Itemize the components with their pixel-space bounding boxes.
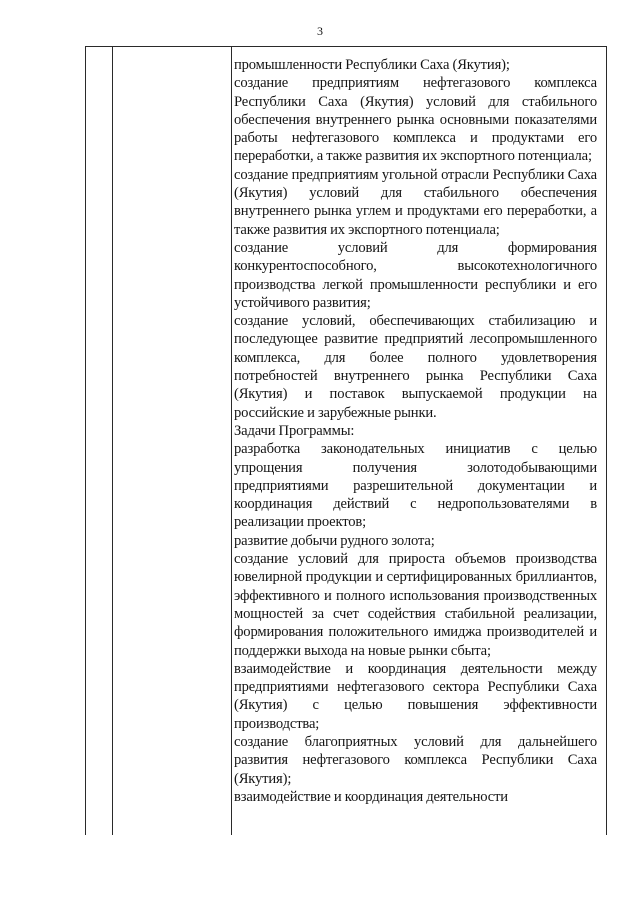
page-number: 3 — [317, 24, 323, 38]
paragraph-task-oil-gas-conditions: создание благоприятных условий для дальнейшего развития нефтегазового комплекса Республики Саха (Якутия); — [234, 733, 597, 787]
paragraph-task-legislation: разработка законодательных инициатив с целью упрощения получения золотодобывающими предприятиями разрешительной документации и координация действий с недропользователями в реализации проектов; — [234, 441, 597, 531]
paragraph-light-industry-goal: создание условий для формирования конкурентоспособного, высокотехнологичного производства легкой промышленности республики и его устойчивого развития; — [234, 239, 597, 311]
column-divider-number — [112, 47, 113, 835]
tasks-heading: Задачи Программы: — [234, 422, 355, 439]
paragraph-timber-goal: создание условий, обеспечивающих стабилизацию и последующее развитие предприятий лесопромышленного комплекса, для более полного удовлетворения потребностей внутреннего рынка Республики Саха (Якутия) и поставок выпускаемой продукции на российские и зарубежные рынки. — [234, 313, 597, 421]
content-cell — [234, 56, 597, 806]
paragraph-industry-end: промышленности Республики Саха (Якутия); — [234, 57, 510, 73]
paragraph-oil-gas-goal: создание предприятиям нефтегазового комплекса Республики Саха (Якутия) условий для стабильного обеспечения внутреннего рынка основными показателями работы нефтегазового комплекса и продуктами его переработки, а также развития их экспортного потенциала; — [234, 75, 597, 165]
paragraph-task-coordination-continued: взаимодействие и координация деятельности — [234, 788, 508, 805]
paragraph-task-jewelry: создание условий для прироста объемов производства ювелирной продукции и сертифицированных бриллиантов, эффективного и полного использования производственных мощностей за счет содействия стабильной реализации, формирования положительного имиджа производителей и поддержки выхода на новые рынки сбыта; — [234, 551, 597, 659]
paragraph-task-oil-gas-coordination: взаимодействие и координация деятельности между предприятиями нефтегазового сектора Республики Саха (Якутия) с целью повышения эффективности производства; — [234, 660, 597, 732]
column-divider-label — [231, 47, 232, 835]
paragraph-coal-goal: создание предприятиям угольной отрасли Республики Саха (Якутия) условий для стабильного обеспечения внутреннего рынка углем и продуктами его переработки, а также развития их экспортного потенциала; — [234, 166, 597, 238]
paragraph-task-gold: развитие добычи рудного золота; — [234, 532, 435, 549]
